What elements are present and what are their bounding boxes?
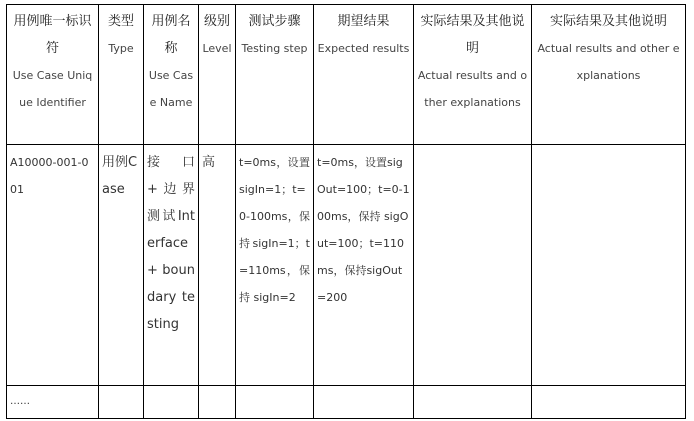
cell-level xyxy=(199,145,236,386)
cell-empty xyxy=(532,386,686,419)
header-actual-results-2-zh: 实际结果及其他说明 xyxy=(549,14,667,29)
header-level xyxy=(199,5,236,145)
cell-empty xyxy=(144,386,199,419)
cell-empty xyxy=(199,386,236,419)
cell-use-case-id-text: A10000-001-001 xyxy=(10,156,89,196)
cell-use-case-name-text: 接口+边界测试Interface + boundary testing xyxy=(147,155,195,332)
cell-testing-step xyxy=(236,145,314,386)
cell-actual-results-1 xyxy=(414,145,532,386)
cell-empty xyxy=(414,386,532,419)
header-type xyxy=(99,5,144,145)
header-use-case-name-zh: 用例名称 xyxy=(151,14,191,56)
header-use-case-id-en: Use Case Unique Identifier xyxy=(12,69,93,109)
cell-type-text: 用例Case xyxy=(102,155,138,197)
header-testing-step xyxy=(236,5,314,145)
test-case-table xyxy=(6,4,686,419)
header-actual-results-2-en: Actual results and other explanations xyxy=(537,42,680,82)
header-row xyxy=(7,5,686,145)
continuation-ellipsis: …… xyxy=(10,396,30,407)
cell-level-text: 高 xyxy=(202,155,216,170)
cell-expected-results-text: t=0ms，设置sigOut=100；t=0-100ms，保持 sigOut=100；t=110ms，保持sigOut=200 xyxy=(317,156,410,304)
header-use-case-name xyxy=(144,5,199,145)
cell-type xyxy=(99,145,144,386)
header-level-zh: 级别 xyxy=(203,14,230,29)
header-use-case-id xyxy=(7,5,99,145)
header-expected-results-zh: 期望结果 xyxy=(337,14,390,29)
header-type-zh: 类型 xyxy=(107,14,134,29)
header-actual-results-1 xyxy=(414,5,532,145)
cell-empty xyxy=(236,386,314,419)
table-row xyxy=(7,145,686,386)
cell-use-case-id xyxy=(7,145,99,386)
header-use-case-id-zh: 用例唯一标识符 xyxy=(13,14,92,56)
header-type-en: Type xyxy=(108,42,134,55)
header-actual-results-2 xyxy=(532,5,686,145)
header-expected-results xyxy=(314,5,414,145)
header-use-case-name-en: Use Case Name xyxy=(148,69,194,109)
header-actual-results-1-zh: 实际结果及其他说明 xyxy=(420,14,525,56)
cell-empty xyxy=(314,386,414,419)
cell-empty xyxy=(99,386,144,419)
cell-use-case-name xyxy=(144,145,199,386)
header-expected-results-en: Expected results xyxy=(317,42,410,55)
cell-continuation xyxy=(7,386,99,419)
header-testing-step-zh: 测试步骤 xyxy=(248,14,301,29)
cell-actual-results-2 xyxy=(532,145,686,386)
header-level-en: Level xyxy=(202,42,232,55)
table-row-continuation xyxy=(7,386,686,419)
cell-testing-step-text: t=0ms，设置 sigIn=1；t=0-100ms，保持sigIn=1；t=110ms，保持 sigIn=2 xyxy=(239,156,314,304)
cell-expected-results xyxy=(314,145,414,386)
header-actual-results-1-en: Actual results and other explanations xyxy=(417,69,528,109)
header-testing-step-en: Testing step xyxy=(241,42,308,55)
